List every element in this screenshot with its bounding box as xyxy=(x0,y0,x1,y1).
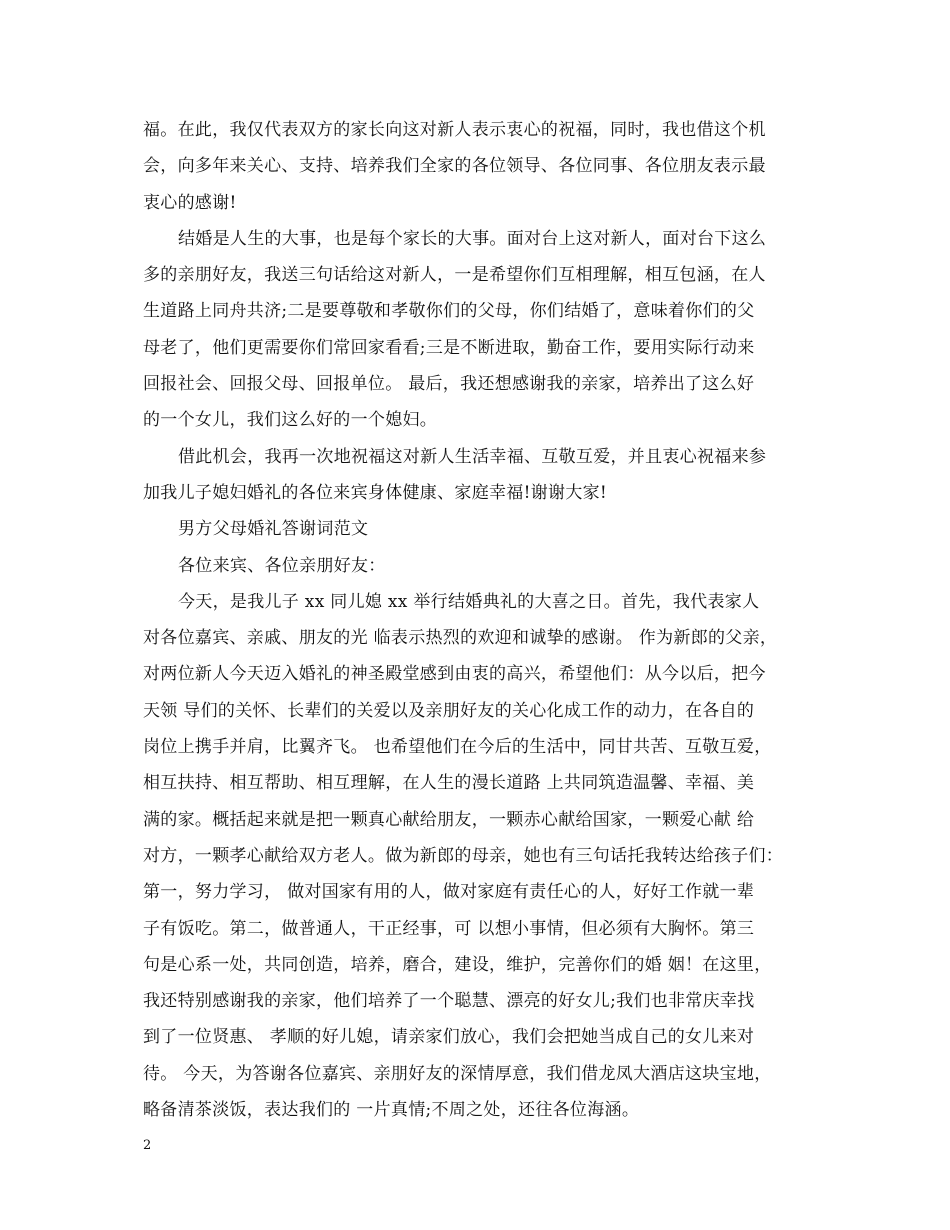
text-line: 回报社会、回报父母、回报单位。 最后，我还想感谢我的亲家，培养出了这么好 xyxy=(143,374,755,395)
text-line: 句是心系一处，共同创造，培养，磨合，建设，维护，完善你们的婚 姻！在这里， xyxy=(143,954,772,975)
text-line: 借此机会，我再一次地祝福这对新人生活幸福、互敬互爱，并且衷心祝福来参 xyxy=(178,446,767,467)
text-line: 会，向多年来关心、支持、培养我们全家的各位领导、各位同事、各位朋友表示最 xyxy=(143,156,766,177)
text-line: 结婚是人生的大事，也是每个家长的大事。面对台上这对新人，面对台下这么 xyxy=(178,228,767,249)
text-line: 略备清茶淡饭，表达我们的 一片真情;不周之处，还往各位海涵。 xyxy=(143,1100,640,1121)
text-line: 多的亲朋好友，我送三句话给这对新人，一是希望你们互相理解，相互包涵，在人 xyxy=(143,265,766,286)
text-line: 加我儿子媳妇婚礼的各位来宾身体健康、家庭幸福!谢谢大家! xyxy=(143,482,608,503)
page-number: 2 xyxy=(143,1138,152,1153)
text-line: 各位来宾、各位亲朋好友： xyxy=(178,555,386,576)
text-line: 子有饭吃。第二，做普通人，干正经事，可 以想小事情，但必须有大胸怀。第三 xyxy=(143,918,755,939)
text-line: 到了一位贤惠、 孝顺的好儿媳，请亲家们放心，我们会把她当成自己的女儿来对 xyxy=(143,1027,755,1048)
text-line: 男方父母婚礼答谢词范文 xyxy=(178,519,369,540)
text-line: 生道路上同舟共济;二是要尊敬和孝敬你们的父母，你们结婚了，意味着你们的父 xyxy=(143,301,755,322)
text-line: 待。 今天，为答谢各位嘉宾、亲朋好友的深情厚意，我们借龙凤大酒店这块宝地， xyxy=(143,1063,772,1084)
text-line: 的一个女儿，我们这么好的一个媳妇。 xyxy=(143,410,438,431)
text-line: 岗位上携手并肩，比翼齐飞。 也希望他们在今后的生活中，同甘共苦、互敬互爱， xyxy=(143,737,772,758)
document-body xyxy=(143,112,823,1128)
text-line: 满的家。概括起来就是把一颗真心献给朋友，一颗赤心献给国家，一颗爱心献 给 xyxy=(143,809,755,830)
text-line: 母老了，他们更需要你们常回家看看;三是不断进取，勤奋工作，要用实际行动来 xyxy=(143,337,755,358)
text-line: 第一，努力学习， 做对国家有用的人，做对家庭有责任心的人，好好工作就一辈 xyxy=(143,882,755,903)
text-line: 我还特别感谢我的亲家，他们培养了一个聪慧、漂亮的好女儿;我们也非常庆幸找 xyxy=(143,991,755,1012)
text-line: 福。在此，我仅代表双方的家长向这对新人表示衷心的祝福，同时，我也借这个机 xyxy=(143,120,766,140)
text-line: 对方，一颗孝心献给双方老人。做为新郎的母亲，她也有三句话托我转达给孩子们： xyxy=(143,845,784,866)
text-line: 今天，是我儿子 xx 同儿媳 xx 举行结婚典礼的大喜之日。首先，我代表家人 xyxy=(178,591,760,612)
text-line: 衷心的感谢! xyxy=(143,192,237,213)
text-line: 对两位新人今天迈入婚礼的神圣殿堂感到由衷的高兴，希望他们：从今以后，把今 xyxy=(143,664,766,685)
text-line: 相互扶持、相互帮助、相互理解，在人生的漫长道路 上共同筑造温馨、幸福、美 xyxy=(143,773,755,794)
text-line: 天领 导们的关怀、长辈们的关爱以及亲朋好友的关心化成工作的动力，在各自的 xyxy=(143,700,755,721)
text-line: 对各位嘉宾、亲戚、朋友的光 临表示热烈的欢迎和诚挚的感谢。 作为新郎的父亲， xyxy=(143,628,778,649)
